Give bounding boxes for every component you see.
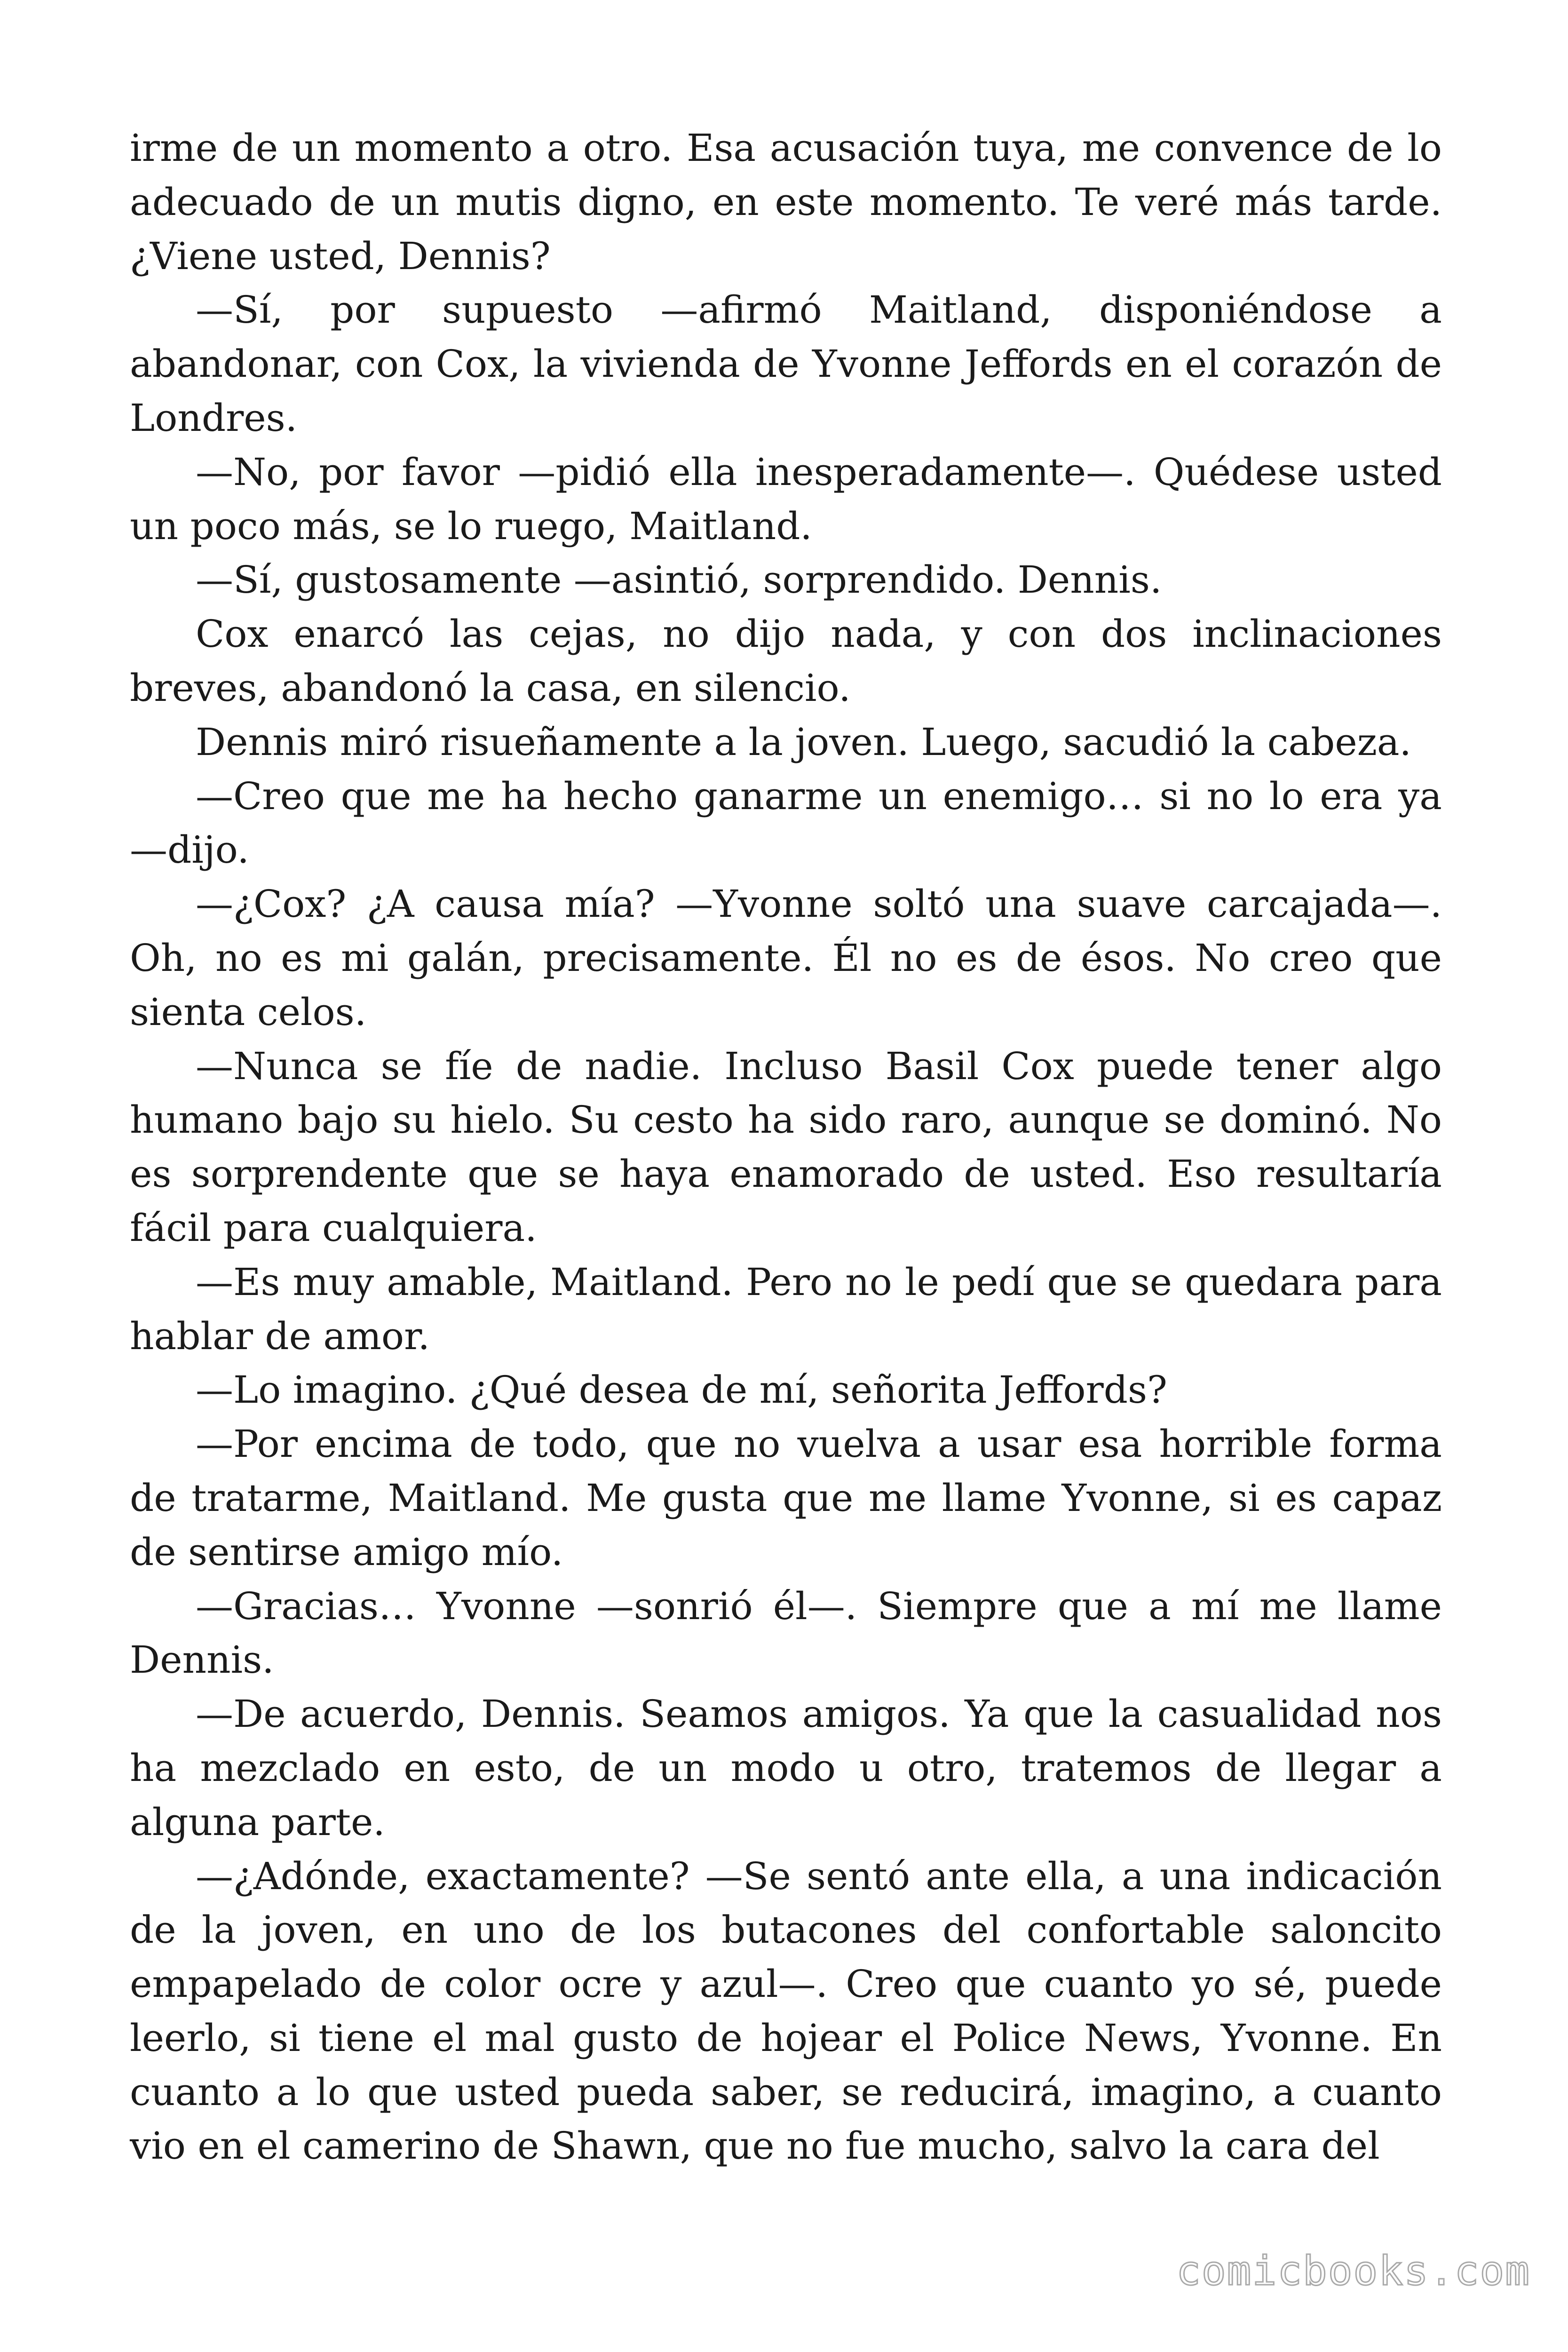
paragraph: Dennis miró risueñamente a la joven. Luego, sacudió la cabeza. [196, 720, 1411, 764]
paragraph: —Es muy amable, Maitland. Pero no le pedí que se quedara para hablar de amor. [130, 1260, 1442, 1358]
paragraph: —No, por favor —pidió ella inesperadamente—. Quédese usted un poco más, se lo ruego, Maitland. [130, 450, 1442, 548]
paragraph: —Gracias… Yvonne —sonrió él—. Siempre que a mí me llame Dennis. [130, 1584, 1442, 1682]
paragraph: —De acuerdo, Dennis. Seamos amigos. Ya que la casualidad nos ha mezclado en esto, de un modo u otro, tratemos de llegar a alguna parte. [130, 1692, 1442, 1844]
body-text [130, 121, 1442, 2173]
paragraph: irme de un momento a otro. Esa acusación tuya, me convence de lo adecuado de un mutis digno, en este momento. Te veré más tarde. ¿Viene usted, Dennis? [130, 126, 1442, 278]
paragraph: Cox enarcó las cejas, no dijo nada, y con dos inclinaciones breves, abandonó la casa, en silencio. [130, 612, 1442, 710]
paragraph: —¿Cox? ¿A causa mía? —Yvonne soltó una suave carcajada—. Oh, no es mi galán, precisamente. Él no es de ésos. No creo que sienta celos. [130, 882, 1442, 1034]
paragraph: —Sí, por supuesto —afirmó Maitland, disponiéndose a abandonar, con Cox, la vivienda de Yvonne Jeffords en el corazón de Londres. [130, 288, 1442, 440]
paragraph: —Lo imagino. ¿Qué desea de mí, señorita Jeffords? [196, 1368, 1167, 1412]
paragraph: —Sí, gustosamente —asintió, sorprendido. Dennis. [196, 558, 1162, 602]
watermark: comicbooks.com [1176, 2248, 1530, 2295]
paragraph: —Por encima de todo, que no vuelva a usar esa horrible forma de tratarme, Maitland. Me gusta que me llame Yvonne, si es capaz de sentirse amigo mío. [130, 1422, 1442, 1574]
paragraph: —Creo que me ha hecho ganarme un enemigo… si no lo era ya —dijo. [130, 774, 1442, 872]
paragraph: —Nunca se fíe de nadie. Incluso Basil Cox puede tener algo humano bajo su hielo. Su cesto ha sido raro, aunque se dominó. No es sorprendente que se haya enamorado de usted. Eso resultaría fácil para cualquiera. [130, 1044, 1442, 1250]
paragraph: —¿Adónde, exactamente? —Se sentó ante ella, a una indicación de la joven, en uno de los butacones del confortable saloncito empapelado de color ocre y azul—. Creo que cuanto yo sé, puede leerlo, si tiene el mal gusto de hojear el Police News, Yvonne. En cuanto a lo que usted pueda saber, se reducirá, imagino, a cuanto vio en el camerino de Shawn, que no fue mucho, salvo la cara del [130, 1854, 1442, 2168]
